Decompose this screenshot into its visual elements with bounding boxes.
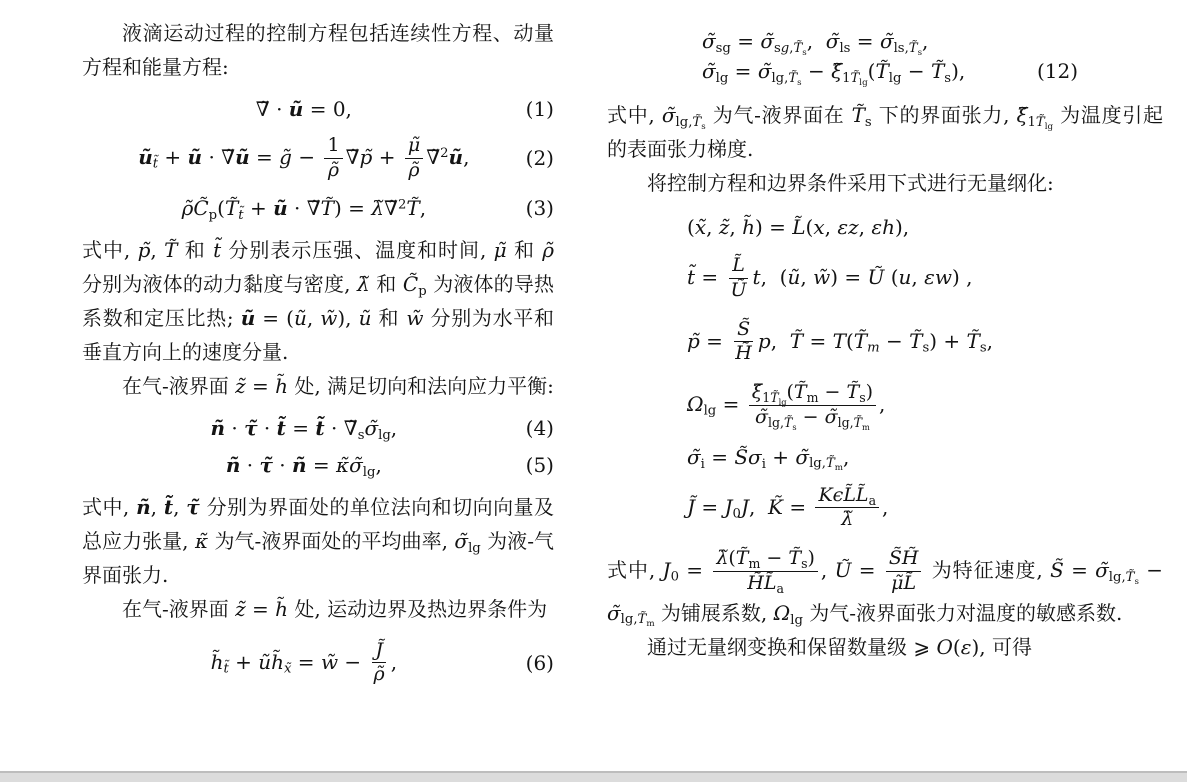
equation-row-omega-lg — [607, 381, 1163, 430]
equation-number: (6) — [525, 650, 554, 675]
paragraph-order-of-magnitude: 通过无量纲变换和保留数量级 ⩾ O(ε), 可得 — [647, 634, 1032, 659]
right-column — [607, 0, 1163, 664]
equation-row-5 — [82, 452, 554, 480]
paragraph-surface-tension-definitions: 式中, $\sigmã_{lg,T̃_s}$ 为气-液界面在 $T̃_s$ 下的界面张力, $\xĩ_{1T̃_{lg}}$ 为温度引起的表面张力梯度. — [607, 103, 1164, 161]
paragraph-boundary-conditions-intro: 在气-液界面 z̃ = h̃ 处, 运动边界及热边界条件为 — [122, 596, 548, 621]
equation-row-scale-time-velocity — [607, 254, 1163, 303]
equation-energy: $\rhõC̃_p(T̃_{t̃}$ + ũ · ∇̃T̃) = λ̃∇̃$^2$T̃, — [181, 195, 427, 223]
equation-row-12-line1 — [607, 29, 1163, 58]
equation-normal-stress: ñ · τ̃ · ñ = $\kappã\sigmã_{lg}$, — [225, 452, 382, 480]
equation-row-4 — [82, 415, 554, 443]
horizontal-scrollbar-track[interactable] — [0, 771, 1187, 782]
equation-sigma-sg-ls: $\sigmã_{sg}$ = $\sigmã_{sg,T̃_s}$, $\sigmã_{ls}$ = $\sigmã_{ls,T̃_s}$, — [702, 29, 929, 58]
equation-row-2 — [82, 134, 554, 183]
equation-row-6 — [82, 639, 554, 688]
equation-sigma-lg: $\sigmã_{lg}$ = $\sigmã_{lg,T̃_s}$ − $\xĩ_{1T̃_{lg}}(T̃_{lg}$ − $T̃_s$), — [702, 59, 966, 88]
equation-sigma-i: $\sigmã_i$ = $S̃\sigma_i$ + $\sigmã_{lg,T̃_m}$, — [687, 444, 850, 474]
equation-row-sigma-i — [607, 444, 1163, 474]
equation-number: (4) — [525, 415, 554, 440]
equation-number: (1) — [525, 97, 554, 121]
equation-row-scale-pressure-temperature — [607, 318, 1163, 367]
equation-continuity: ∇̃ · ũ = 0, — [255, 97, 352, 121]
paragraph-characteristic-quantities: 式中, $J_0$ = $\frac{\lambdã(T̃_m - T̃_s)}{H̃L̃_a}$ , Ũ = $\frac{S̃H̃}{\mũL̃}$ 为特征速度, S̃ = $\sigmã_{lg,T̃_s}$ − $\sigmã_{lg,T̃_m}$ 为铺展系数, $\Omega_{lg}$ 为气-液界面张力对温度的敏感系数. — [607, 547, 1163, 630]
paragraph-interface-stress-intro: 在气-液界面 z̃ = h̃ 处, 满足切向和法向应力平衡: — [122, 373, 554, 398]
paragraph-symbol-definitions-1: 式中, p̃, T̃ 和 t̃ 分别表示压强、温度和时间, μ̃ 和 ρ̃ 分别为液体的动力黏度与密度, λ̃ 和 $C̃_p$ 为液体的导热系数和定压比热; ũ = (ũ, w̃), ũ 和 w̃ 分别为水平和垂直方向上的速度分量. — [82, 237, 555, 364]
paragraph-governing-intro: 液滴运动过程的控制方程包括连续性方程、动量方程和能量方程: — [82, 21, 554, 79]
left-column — [82, 0, 554, 700]
equation-J-K: J̃ = $J_0J$, K̃ = $K\epsilon L̃L̃_a$ λ̃ , — [687, 483, 889, 531]
paragraph-nondimensionalization-intro: 将控制方程和边界条件采用下式进行无量纲化: — [647, 171, 1054, 195]
paragraph-symbol-definitions-2: 式中, ñ, t̃, τ̃ 分别为界面处的单位法向和切向向量及总应力张量, κ̃ 为气-液界面处的平均曲率, $\sigmã_{lg}$ 为液-气界面张力. — [82, 494, 555, 587]
equation-row-3 — [82, 195, 554, 223]
equation-scale-pressure-temperature: p̃ = $\frac{S̃}{H̃}$ p, T̃ = $T(T̃_m$ − $T̃_s$) + $T̃_s$, — [687, 317, 993, 365]
equation-number: (3) — [525, 195, 554, 220]
equation-scale-length: (x̃, z̃, h̃) = L̃(x, εz, εh), — [687, 215, 910, 239]
equation-momentum: $ũ_{t̃}$ + ũ · ∇̃ũ = g̃ − $\frac{1}{\rhõ}$ ∇̃p̃ + $\frac{\mũ}{\rhõ}$ ∇̃$^2$ũ, — [138, 134, 470, 181]
equation-number: (2) — [525, 146, 554, 171]
equation-row-12-line2 — [607, 59, 1163, 88]
equation-row-scale-length — [607, 215, 1163, 239]
equation-omega-lg: $\Omega_{lg}$ = $\frac{\xĩ_{1T̃_{lg}}(T̃_m - T̃_s)}{\sigmã_{lg,T̃_s} - \sigmã_{lg,T̃_m}}$ , — [687, 381, 886, 432]
equation-row-J-K — [607, 484, 1163, 533]
equation-row-1 — [82, 97, 554, 121]
equation-kinematic-boundary: $h̃_{t̃}$ + $ũh̃_{x̃}$ = w̃ − $\frac{J̃}{\rhõ}$ , — [210, 638, 398, 686]
equation-scale-time-velocity: t̃ = $\frac{L̃}{Ũ}$ t, (ũ, w̃) = Ũ (u, εw) , — [687, 254, 973, 301]
equation-number: (5) — [525, 452, 554, 477]
equation-number: (12) — [1036, 59, 1078, 83]
equation-tangential-stress: ñ · τ̃ · t̃ = t̃ · $\nablã_s\sigmã_{lg}$, — [210, 415, 398, 443]
